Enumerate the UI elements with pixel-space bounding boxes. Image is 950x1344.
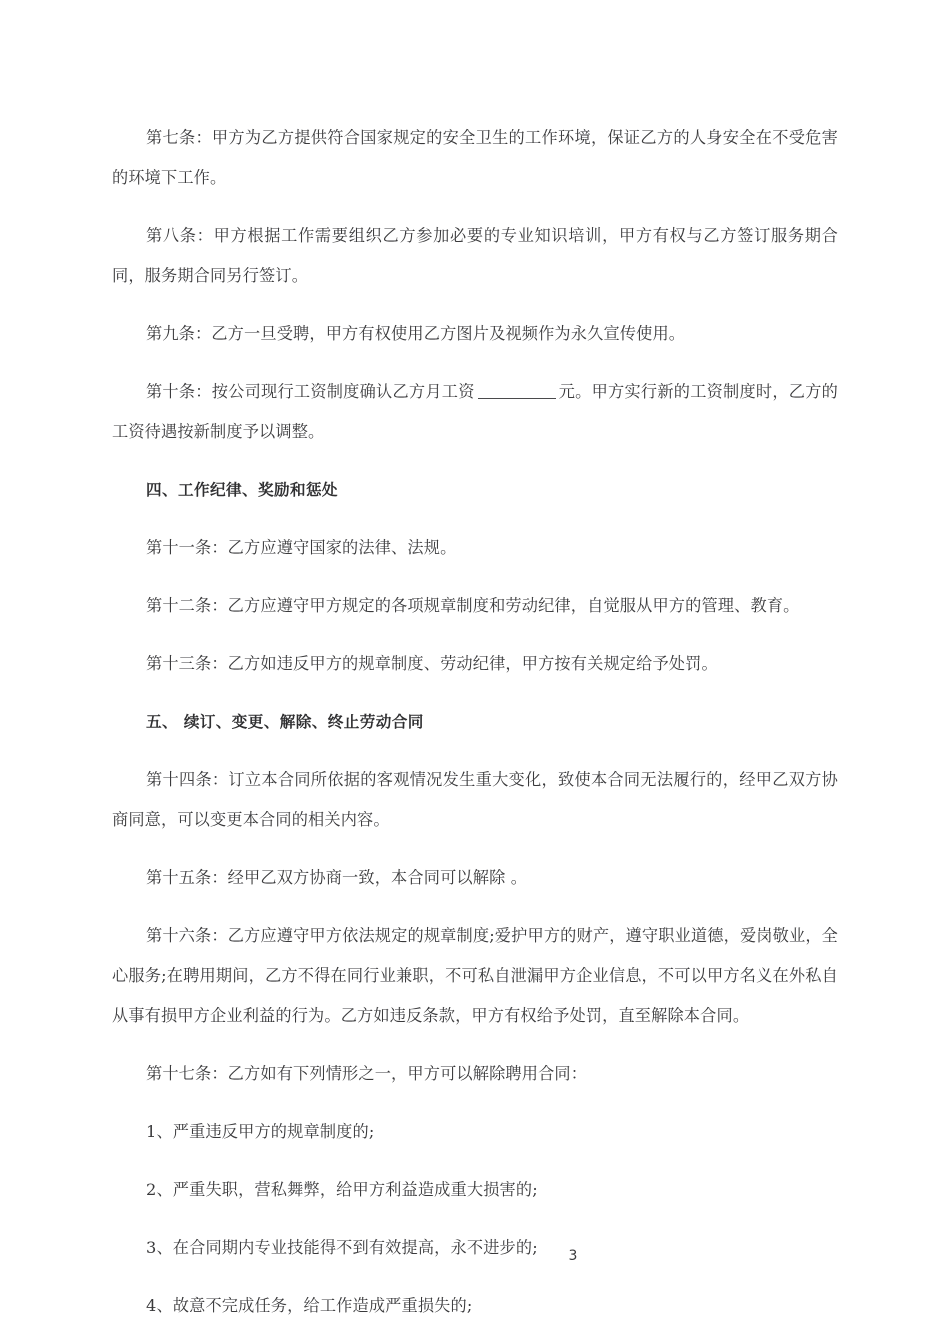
paragraph-article-14: 第十四条：订立本合同所依据的客观情况发生重大变化，致使本合同无法履行的，经甲乙双方协商同意，可以变更本合同的相关内容。: [112, 770, 838, 829]
paragraph-article-9: 第九条：乙方一旦受聘，甲方有权使用乙方图片及视频作为永久宣传使用。: [146, 324, 686, 343]
paragraph-article-16: 第十六条：乙方应遵守甲方依法规定的规章制度;爱护甲方的财产，遵守职业道德，爱岗敬业，全心服务;在聘用期间，乙方不得在同行业兼职，不可私自泄漏甲方企业信息，不可以甲方名义在外私自从事有损甲方企业利益的行为。乙方如违反条款，甲方有权给予处罚，直至解除本合同。: [112, 926, 838, 1025]
page-number: 3: [568, 1248, 578, 1264]
paragraph-article-11: 第十一条：乙方应遵守国家的法律、法规。: [146, 538, 457, 557]
paragraph-article-15: 第十五条：经甲乙双方协商一致，本合同可以解除 。: [146, 868, 528, 887]
list-item-3: 3、在合同期内专业技能得不到有效提高，永不进步的;: [146, 1238, 538, 1257]
list-item-1: 1、严重违反甲方的规章制度的;: [146, 1122, 375, 1141]
paragraph-article-8: 第八条：甲方根据工作需要组织乙方参加必要的专业知识培训，甲方有权与乙方签订服务期合同，服务期合同另行签订。: [112, 226, 838, 285]
section-heading-5: 五、 续订、变更、解除、终止劳动合同: [146, 713, 424, 731]
article-10-text-after: 元。甲方实行新的工资制度时，乙方的工资待遇按新制度予以调整。: [112, 382, 838, 441]
monthly-salary-blank-field[interactable]: [478, 398, 556, 399]
paragraph-article-7: 第七条：甲方为乙方提供符合国家规定的安全卫生的工作环境，保证乙方的人身安全在不受危害的环境下工作。: [112, 128, 838, 187]
paragraph-article-12: 第十二条：乙方应遵守甲方规定的各项规章制度和劳动纪律，自觉服从甲方的管理、教育。: [146, 596, 800, 615]
paragraph-article-17: 第十七条：乙方如有下列情形之一，甲方可以解除聘用合同：: [146, 1064, 588, 1083]
section-heading-4: 四、工作纪律、奖励和惩处: [146, 481, 338, 499]
article-10-text-before: 第十条：按公司现行工资制度确认乙方月工资: [146, 382, 475, 401]
document-body: [112, 118, 838, 1344]
list-item-2: 2、严重失职，营私舞弊，给甲方利益造成重大损害的;: [146, 1180, 538, 1199]
paragraph-article-13: 第十三条：乙方如违反甲方的规章制度、劳动纪律，甲方按有关规定给予处罚。: [146, 654, 718, 673]
list-item-4: 4、故意不完成任务，给工作造成严重损失的;: [146, 1296, 473, 1315]
paragraph-article-10: [112, 372, 838, 452]
